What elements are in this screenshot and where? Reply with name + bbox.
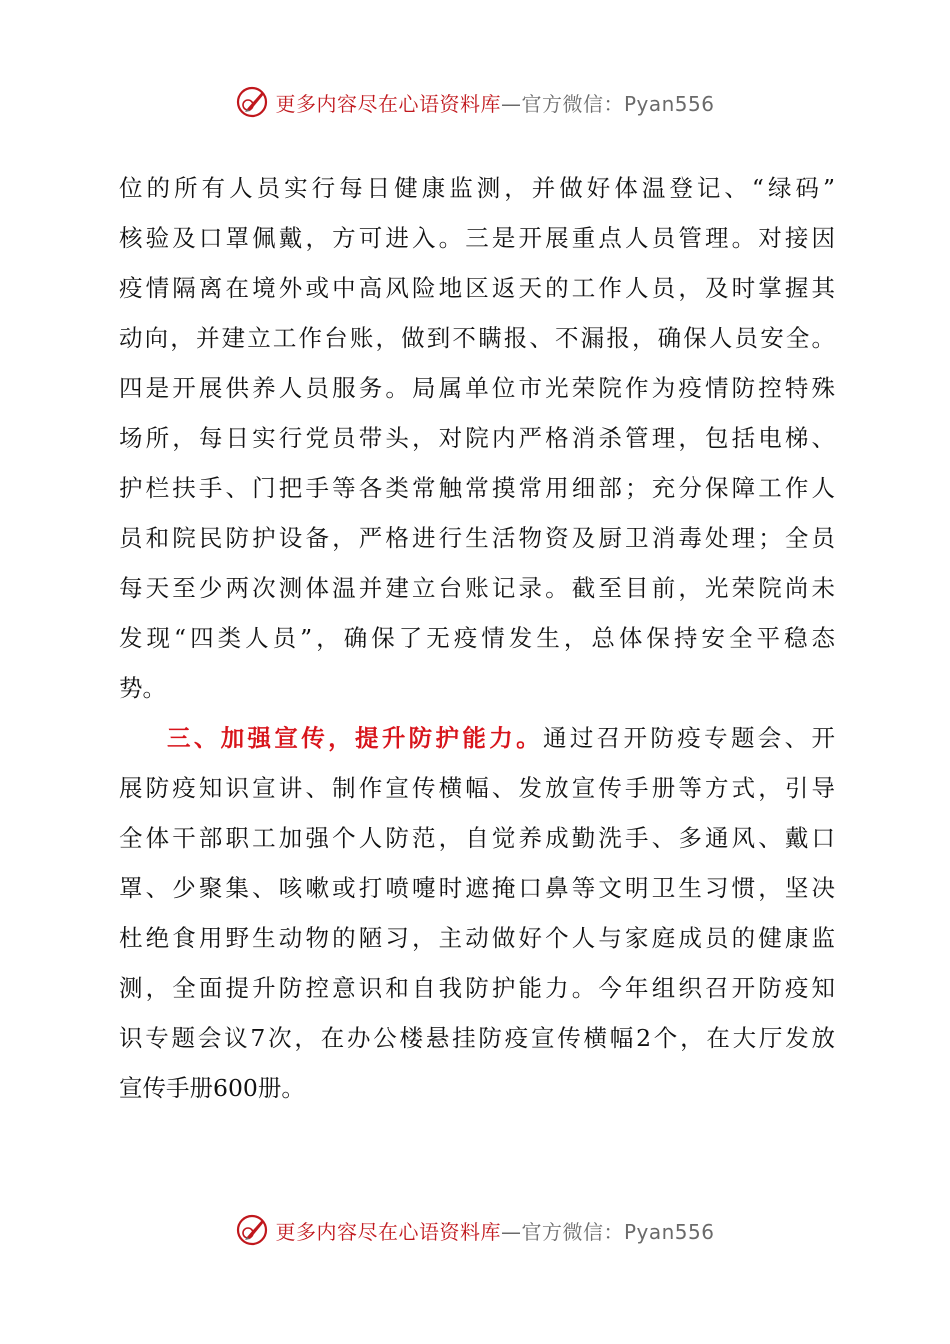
- pen-circle-logo-icon: [235, 85, 269, 119]
- section-3-heading: 三、加强宣传，提升防护能力。: [167, 724, 543, 752]
- footer-dash: —: [500, 1219, 522, 1244]
- body-line: 动向，并建立工作台账，做到不瞒报、不漏报，确保人员安全。: [119, 324, 835, 352]
- pen-circle-logo-icon: [235, 1213, 269, 1247]
- body-line: 场所，每日实行党员带头，对院内严格消杀管理，包括电梯、: [119, 424, 835, 452]
- body-line: 宣传手册600册。: [119, 1074, 305, 1102]
- header-banner: [0, 82, 950, 122]
- footer-banner: [0, 1210, 950, 1250]
- header-promo: 更多内容尽在心语资料库: [275, 91, 501, 116]
- section-3-first-line: [119, 713, 835, 763]
- body-line: 位的所有人员实行每日健康监测，并做好体温登记、“绿码”: [119, 174, 835, 202]
- body-line: 疫情隔离在境外或中高风险地区返天的工作人员，及时掌握其: [119, 274, 835, 302]
- body-line: 员和院民防护设备，严格进行生活物资及厨卫消毒处理；全员: [119, 524, 835, 552]
- header-dash: —: [500, 91, 522, 116]
- body-line: 势。: [119, 674, 166, 702]
- header-contact: 官方微信：Pyan556: [521, 91, 715, 116]
- footer-contact: 官方微信：Pyan556: [521, 1219, 715, 1244]
- footer-banner-text: [275, 1216, 714, 1245]
- body-line: 展防疫知识宣讲、制作宣传横幅、发放宣传手册等方式，引导: [119, 774, 835, 802]
- body-line: 四是开展供养人员服务。局属单位市光荣院作为疫情防控特殊: [119, 374, 835, 402]
- body-line: 发现“四类人员”，确保了无疫情发生，总体保持安全平稳态: [119, 624, 835, 652]
- body-line: 核验及口罩佩戴，方可进入。三是开展重点人员管理。对接因: [119, 224, 835, 252]
- body-line: 全体干部职工加强个人防范，自觉养成勤洗手、多通风、戴口: [119, 824, 835, 852]
- body-line: 杜绝食用野生动物的陋习，主动做好个人与家庭成员的健康监: [119, 924, 835, 952]
- section-3-first-rest: 通过召开防疫专题会、开: [542, 724, 835, 752]
- body-line: 测，全面提升防控意识和自我防护能力。今年组织召开防疫知: [119, 974, 835, 1002]
- header-banner-text: [275, 88, 714, 117]
- body-line: 识专题会议7次，在办公楼悬挂防疫宣传横幅2个，在大厅发放: [119, 1024, 835, 1052]
- footer-promo: 更多内容尽在心语资料库: [275, 1219, 501, 1244]
- document-body: [119, 163, 835, 1113]
- body-line: 罩、少聚集、咳嗽或打喷嚏时遮掩口鼻等文明卫生习惯，坚决: [119, 874, 835, 902]
- body-line: 护栏扶手、门把手等各类常触常摸常用细部；充分保障工作人: [119, 474, 835, 502]
- body-line: 每天至少两次测体温并建立台账记录。截至目前，光荣院尚未: [119, 574, 835, 602]
